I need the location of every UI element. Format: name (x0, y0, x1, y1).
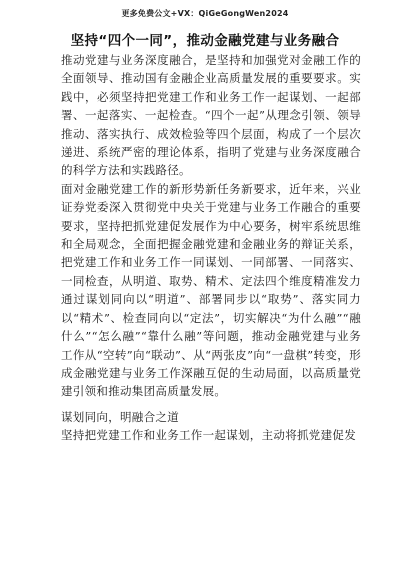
paragraph-intro: 推动党建与业务深度融合，是坚持和加强党对金融工作的全面领导、推动国有金融企业高质量发展的重要要求。实践中，必须坚持把党建工作和业务工作一起谋划、一起部署、一起落实、一起检查。“四个一起”从理念引领、领导推动、落实执行、成效检验等四个层面，构成了一个层次递进、系统严密的理论体系，指明了党建与业务深度融合的科学方法和实践路径。 (61, 53, 361, 178)
paragraph-main: 面对金融党建工作的新形势新任务新要求，近年来，兴业证券党委深入贯彻党中央关于党建与业务工作融合的重要要求，坚持把抓党建促发展作为中心要务，树牢系统思维和全局观念，全面把握金融党建和金融业务的辩证关系，把党建工作和业务工作一同谋划、一同部署、一同落实、一同检查，从明道、取势、精术、定法四个维度精准发力通过谋划同向以“明道”、部署同步以“取势”、落实同力以“精术”、检查同向以“定法”，切实解决“为什么融”“融什么”“怎么融”“靠什么融”等问题，推动金融党建与业务工作从“空转”向“联动”、从“两张皮”向“一盘棋”转变，形成金融党建与业务工作深融互促的生动局面，以高质量党建引领和推动集团高质量发展。 (61, 181, 361, 399)
section-subheading: 谋划同向，明融合之道 (61, 409, 179, 424)
page-header: 更多免费公文+VX：QiGeGongWen2024 (121, 9, 289, 18)
document-body (61, 51, 361, 445)
paragraph-section-start: 坚持把党建工作和业务工作一起谋划，主动将抓党建促发 (61, 428, 356, 443)
document-title: 坚持“四个一同”，推动金融党建与业务融合 (70, 33, 340, 49)
